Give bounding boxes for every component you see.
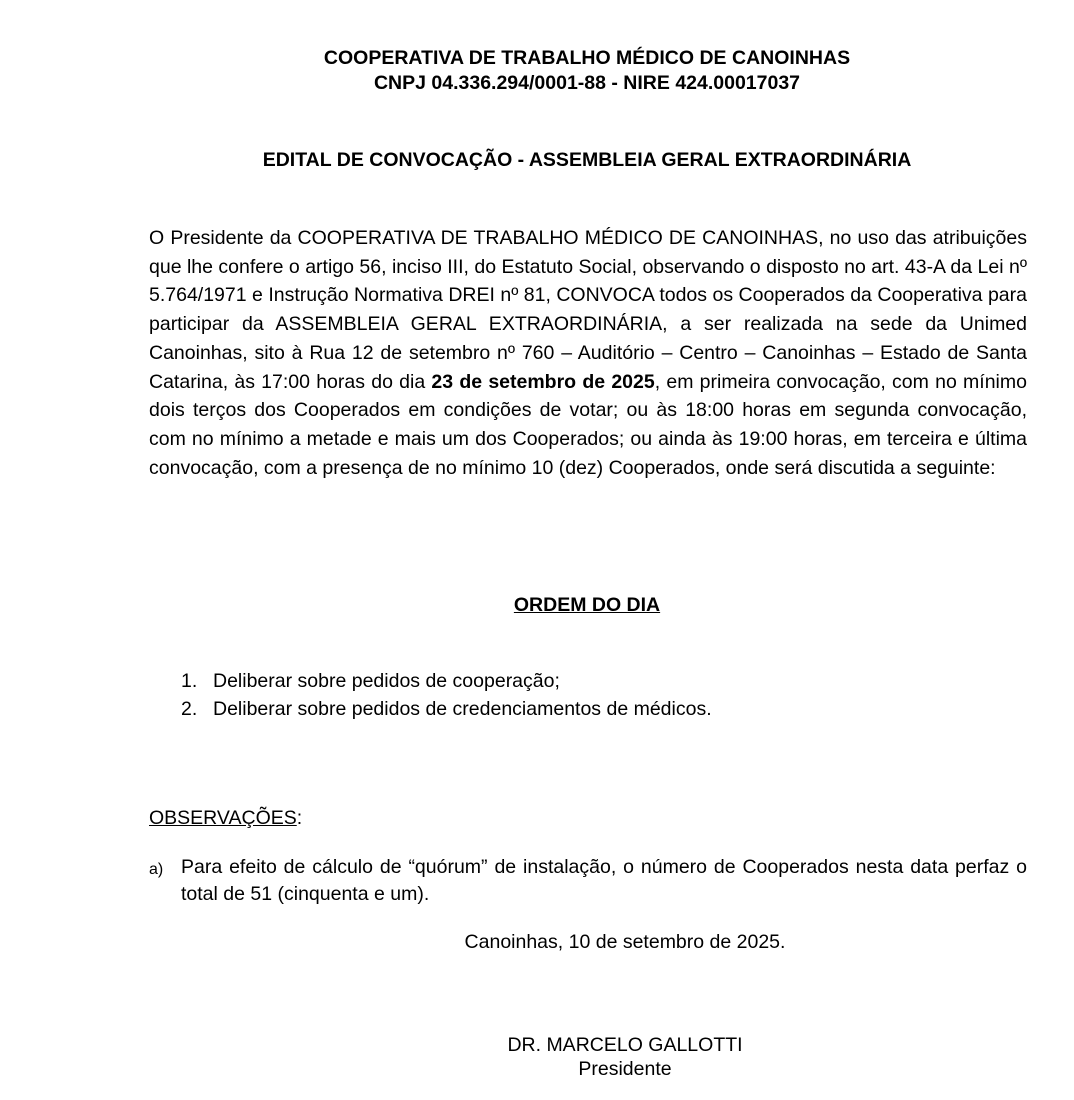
observacoes-colon: :: [296, 807, 303, 829]
observacao-item: [149, 854, 1027, 908]
assembly-date: 23 de setembro de 2025: [431, 370, 655, 393]
list-item-number: 1.: [181, 670, 198, 692]
paragraph-part-2: , em primeira convocação, com no mínimo dois terços dos Cooperados em condições de votar; ou às 18:00 horas em segunda convocação, com no mínimo a metade e mais um dos Cooperados; ou ainda às 19:00 horas, em terceira e última convocação, com a presença de no mínimo 10 (dez) Cooperados, onde será discutida a seguinte:: [149, 370, 1027, 479]
observacoes-label: OBSERVAÇÕES: [149, 807, 297, 829]
observacoes-heading: [149, 805, 302, 831]
list-item-text: Deliberar sobre pedidos de cooperação;: [213, 670, 560, 692]
org-name: COOPERATIVA DE TRABALHO MÉDICO DE CANOINHAS: [323, 47, 851, 69]
list-item: [181, 695, 712, 723]
edital-title: EDITAL DE CONVOCAÇÃO - ASSEMBLEIA GERAL EXTRAORDINÁRIA: [262, 149, 912, 171]
convocation-paragraph: [149, 224, 1027, 482]
signer-name: DR. MARCELO GALLOTTI: [507, 1034, 743, 1056]
observacao-text: Para efeito de cálculo de “quórum” de instalação, o número de Cooperados nesta data perfaz o total de 51 (cinquenta e um).: [181, 856, 1027, 905]
list-item-number: 2.: [181, 698, 198, 720]
list-item: [181, 667, 712, 695]
agenda-list: [181, 667, 712, 723]
ordem-do-dia-title: ORDEM DO DIA: [513, 594, 661, 616]
document-header: [0, 46, 1074, 96]
observacao-letter: a): [149, 861, 164, 878]
signer-role: Presidente: [578, 1058, 672, 1080]
paragraph-part-1: O Presidente da COOPERATIVA DE TRABALHO MÉDICO DE CANOINHAS, no uso das atribuições que lhe confere o artigo 56, inciso III, do Estatuto Social, observando o disposto no art. 43-A da Lei nº 5.764/1971 e Instrução Normativa DREI nº 81, CONVOCA todos os Cooperados da Cooperativa para participar da ASSEMBLEIA GERAL EXTRAORDINÁRIA, a ser realizada na sede da Unimed Canoinhas, sito à Rua 12 de setembro nº 760 – Auditório – Centro – Canoinhas – Estado de Santa Catarina, às 17:00 horas do dia: [149, 227, 1027, 393]
list-item-text: Deliberar sobre pedidos de credenciamentos de médicos.: [213, 698, 712, 720]
place-date: Canoinhas, 10 de setembro de 2025.: [464, 931, 786, 953]
signature-block: [0, 1033, 1074, 1081]
registration-numbers: CNPJ 04.336.294/0001-88 - NIRE 424.00017037: [373, 72, 801, 94]
